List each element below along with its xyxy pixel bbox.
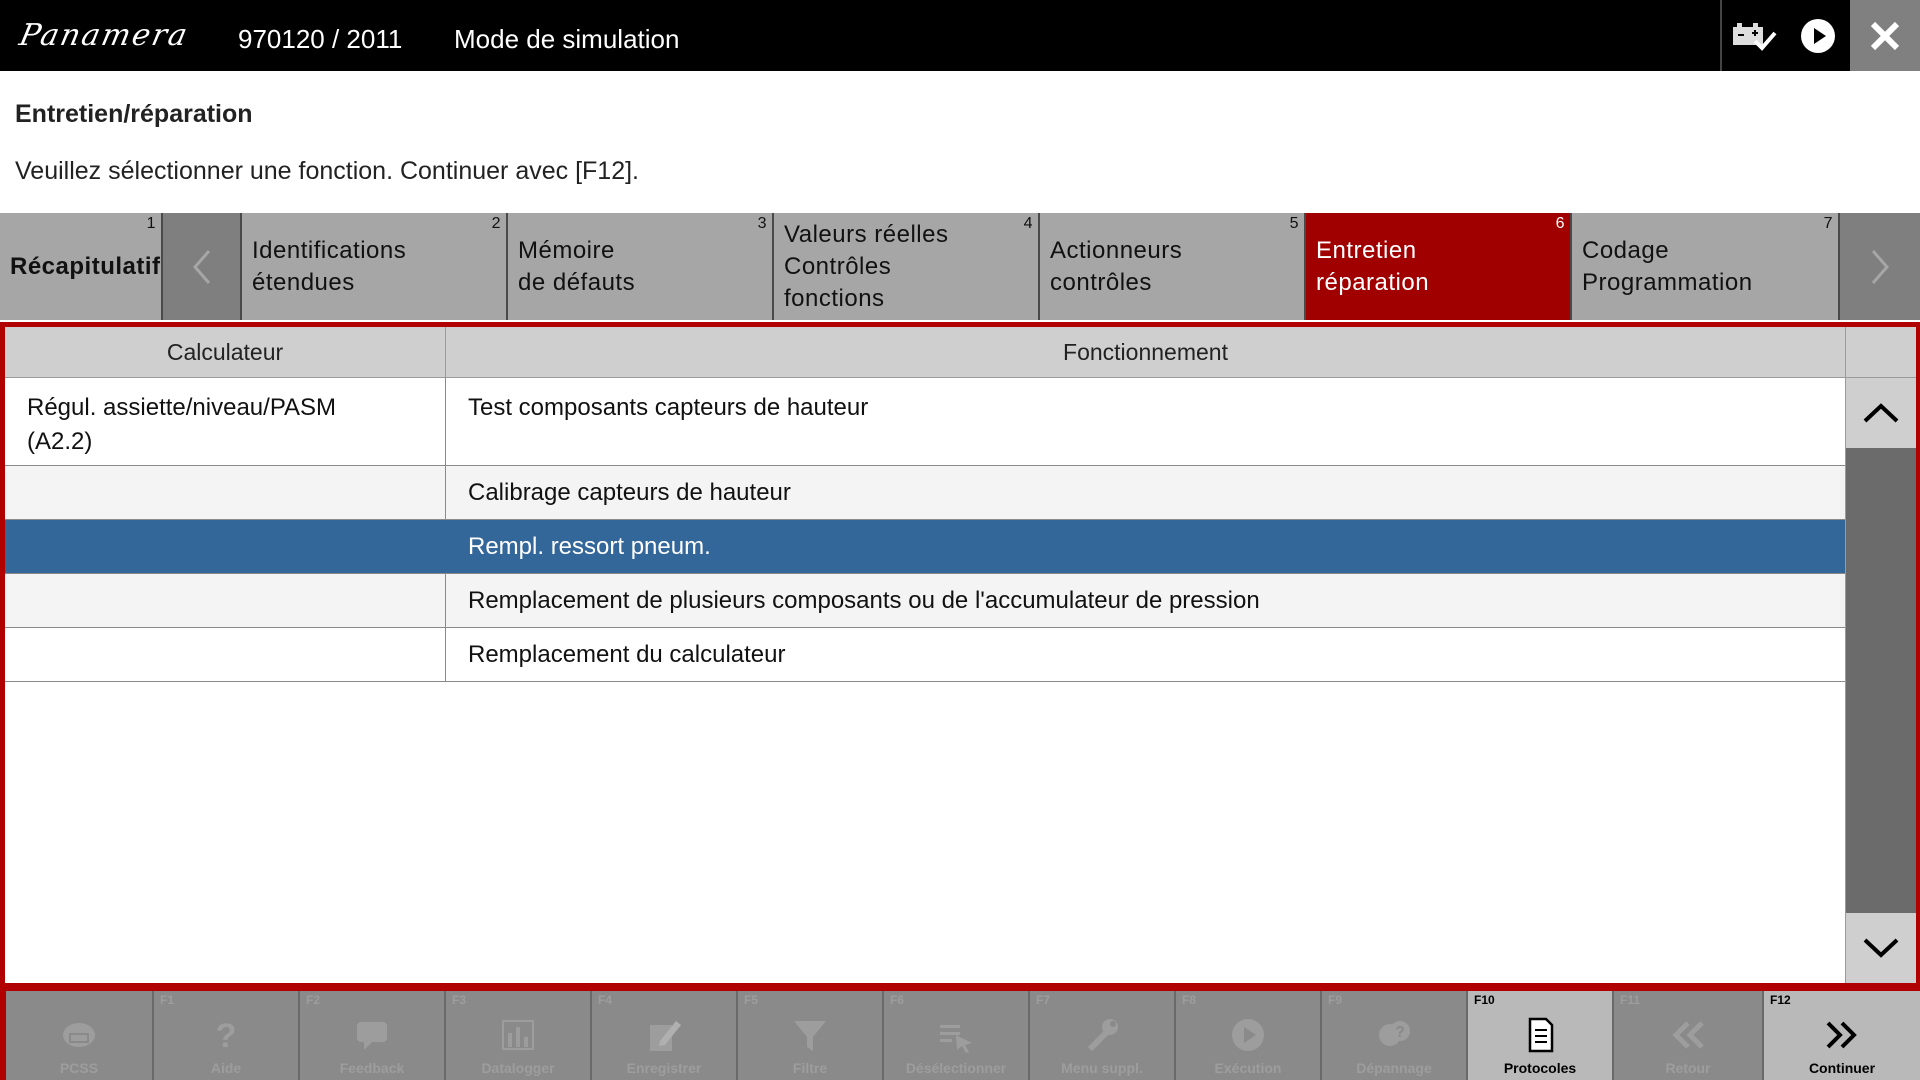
tab-entretien-reparation[interactable] (1306, 213, 1572, 320)
tab-label: de défauts (518, 268, 636, 296)
cell-calculateur (5, 466, 446, 519)
fkey-name: Exécution (1214, 1060, 1282, 1076)
table-row[interactable] (5, 628, 1845, 682)
fkey-protocoles[interactable] (1468, 991, 1614, 1080)
fkey-label: F1 (160, 993, 175, 1007)
function-panel (0, 322, 1920, 988)
fkey-execution[interactable] (1176, 991, 1322, 1080)
fkey-continuer[interactable] (1764, 991, 1920, 1080)
tab-next-button[interactable] (1840, 213, 1920, 320)
play-circle-icon (1800, 18, 1836, 54)
table-row-selected[interactable] (5, 520, 1845, 574)
fkey-label: F7 (1036, 993, 1051, 1007)
tab-label: Mémoire (518, 236, 615, 264)
scrollbar[interactable] (1845, 378, 1916, 983)
function-key-toolbar (0, 988, 1920, 1080)
tab-recapitulatif[interactable] (0, 213, 163, 320)
tab-label: Récapitulatif (10, 252, 161, 280)
tab-number: 1 (146, 215, 156, 232)
fkey-label: F11 (1620, 993, 1641, 1007)
battery-check-button[interactable] (1722, 0, 1786, 71)
tab-number: 4 (1023, 215, 1033, 232)
tab-label: Codage (1582, 236, 1670, 264)
tab-number: 2 (491, 215, 501, 232)
document-list-icon (1520, 1015, 1560, 1055)
tab-label: étendues (252, 268, 355, 296)
double-chevron-right-icon (1822, 1015, 1862, 1055)
column-header-fonctionnement: Fonctionnement (1063, 339, 1228, 365)
speech-bubble-icon (352, 1015, 392, 1055)
chevron-left-icon (187, 247, 217, 287)
tab-bar (0, 213, 1920, 320)
fkey-deselectionner[interactable] (884, 991, 1030, 1080)
fkey-feedback[interactable] (300, 991, 446, 1080)
table-row[interactable] (5, 378, 1845, 466)
cell-fonctionnement: Remplacement de plusieurs composants ou de l'accumulateur de pression (468, 587, 1260, 614)
tab-identifications[interactable] (242, 213, 508, 320)
tab-label: réparation (1316, 268, 1430, 296)
filter-icon (790, 1015, 830, 1055)
fkey-label: F6 (890, 993, 905, 1007)
cell-fonctionnement: Remplacement du calculateur (468, 641, 786, 668)
fkey-filtre[interactable] (738, 991, 884, 1080)
fkey-name: Feedback (339, 1060, 405, 1076)
fkey-aide[interactable] (154, 991, 300, 1080)
edit-document-icon (644, 1015, 684, 1055)
pcss-icon (59, 1015, 99, 1055)
top-bar (0, 0, 1920, 71)
brand-logo: Panamera (16, 18, 193, 53)
tab-prev-button[interactable] (163, 213, 242, 320)
fkey-pcss[interactable] (6, 991, 154, 1080)
tab-number: 3 (757, 215, 767, 232)
fkey-name: Datalogger (481, 1060, 555, 1076)
fkey-name: Dépannage (1356, 1060, 1432, 1076)
fkey-label: F9 (1328, 993, 1343, 1007)
fkey-name: Filtre (792, 1060, 828, 1076)
tab-number: 5 (1289, 215, 1299, 232)
play-circle-icon (1228, 1015, 1268, 1055)
bar-chart-icon (498, 1015, 538, 1055)
chevron-right-icon (1865, 247, 1895, 287)
fkey-depannage[interactable] (1322, 991, 1468, 1080)
cell-calculateur (5, 520, 446, 573)
fkey-menu-suppl[interactable] (1030, 991, 1176, 1080)
tab-label: Contrôles (784, 252, 892, 280)
deselect-icon (936, 1015, 976, 1055)
tab-label: Valeurs réelles (784, 220, 949, 248)
cell-fonctionnement: Test composants capteurs de hauteur (468, 394, 869, 421)
tab-label: Actionneurs (1050, 236, 1183, 264)
tab-label: Entretien (1316, 236, 1417, 264)
fkey-name: Retour (1665, 1060, 1711, 1076)
calc-name: Régul. assiette/niveau/PASM (27, 394, 337, 421)
tab-label: contrôles (1050, 268, 1152, 296)
tab-memoire-defauts[interactable] (508, 213, 774, 320)
page-title: Entretien/réparation (15, 100, 253, 128)
scroll-down-button[interactable] (1846, 913, 1916, 983)
fkey-label: F10 (1474, 993, 1495, 1007)
fkey-enregistrer[interactable] (592, 991, 738, 1080)
table-row[interactable] (5, 574, 1845, 628)
tab-label: fonctions (784, 284, 885, 312)
column-header-calculateur: Calculateur (5, 327, 446, 377)
fkey-datalogger[interactable] (446, 991, 592, 1080)
cell-fonctionnement: Calibrage capteurs de hauteur (468, 479, 791, 506)
tools-icon (1082, 1015, 1122, 1055)
tab-label: Identifications (252, 236, 407, 264)
fkey-label: F4 (598, 993, 613, 1007)
vehicle-id: 970120 / 2011 (238, 24, 403, 54)
battery-check-icon (1731, 19, 1777, 53)
tab-number: 6 (1555, 215, 1565, 232)
fkey-name: Menu suppl. (1061, 1060, 1143, 1076)
instruction-text: Veuillez sélectionner une fonction. Continuer avec [F12]. (15, 157, 639, 185)
fkey-label: F12 (1770, 993, 1791, 1007)
scroll-up-button[interactable] (1846, 378, 1916, 448)
tab-number: 7 (1823, 215, 1833, 232)
question-icon (206, 1015, 246, 1055)
cell-fonctionnement: Rempl. ressort pneum. (468, 533, 711, 560)
fkey-name: PCSS (59, 1060, 99, 1076)
fkey-name: Continuer (1808, 1060, 1876, 1076)
tab-actionneurs[interactable] (1040, 213, 1306, 320)
fkey-name: Désélectionner (905, 1060, 1007, 1076)
fkey-retour[interactable] (1614, 991, 1764, 1080)
cell-calculateur (5, 378, 446, 465)
close-button[interactable] (1850, 0, 1920, 71)
fkey-name: Aide (210, 1060, 242, 1076)
cell-calculateur (5, 574, 446, 627)
table-header (5, 327, 1845, 378)
troubleshoot-icon (1374, 1015, 1414, 1055)
fkey-label: F5 (744, 993, 759, 1007)
tab-codage-programmation[interactable] (1572, 213, 1840, 320)
tab-valeurs-reelles[interactable] (774, 213, 1040, 320)
mode-label: Mode de simulation (454, 24, 680, 54)
fkey-name: Enregistrer (626, 1060, 702, 1076)
svg-text:?: ? (1395, 1024, 1405, 1041)
svg-text:?: ? (215, 1017, 237, 1055)
header-corner (1845, 327, 1916, 378)
fkey-label: F8 (1182, 993, 1197, 1007)
cell-calculateur (5, 628, 446, 681)
calc-code: (A2.2) (27, 428, 93, 455)
table-row[interactable] (5, 466, 1845, 520)
fkey-label: F2 (306, 993, 321, 1007)
play-button[interactable] (1786, 0, 1850, 71)
chevron-up-icon (1862, 401, 1900, 425)
fkey-label: F3 (452, 993, 467, 1007)
chevron-down-icon (1862, 936, 1900, 960)
double-chevron-left-icon (1668, 1015, 1708, 1055)
close-icon (1869, 20, 1901, 52)
fkey-name: Protocoles (1503, 1060, 1577, 1076)
tab-label: Programmation (1582, 268, 1753, 296)
